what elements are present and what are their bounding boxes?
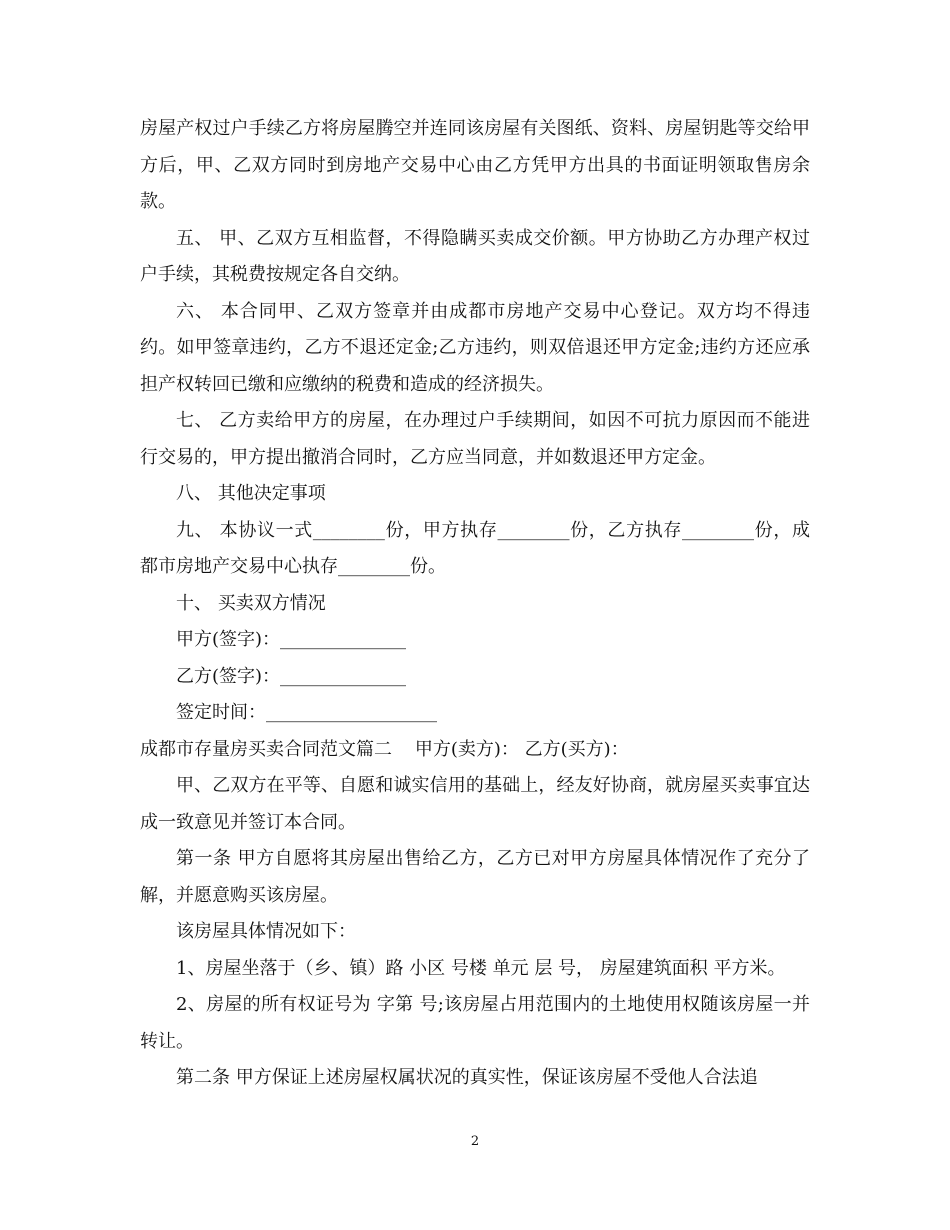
article-one: 第一条 甲方自愿将其房屋出售给乙方，乙方已对甲方房屋具体情况作了充分了解，并愿意购买该房屋。 bbox=[140, 848, 810, 906]
property-details-heading: 该房屋具体情况如下： bbox=[176, 921, 356, 942]
document-body bbox=[140, 111, 810, 1097]
article-two: 第二条 甲方保证上述房屋权属状况的真实性，保证该房屋不受他人合法追 bbox=[176, 1067, 758, 1088]
clause-six: 六、 本合同甲、乙双方签章并由成都市房地产交易中心登记。双方均不得违约。如甲签章违约，乙方不退还定金;乙方违约，则双倍退还甲方定金;违约方还应承担产权转回已缴和应缴纳的税费和造成的经济损失。 bbox=[140, 300, 810, 395]
property-item-certificate: 2、房屋的所有权证号为 字第 号;该房屋占用范围内的土地使用权随该房屋一并转让。 bbox=[140, 994, 810, 1052]
paragraph-continuation: 房屋产权过户手续乙方将房屋腾空并连同该房屋有关图纸、资料、房屋钥匙等交给甲方后，甲、乙双方同时到房地产交易中心由乙方凭甲方出具的书面证明领取售房余款。 bbox=[140, 118, 810, 212]
party-b-signature-line: 乙方(签字)：______________ bbox=[176, 665, 407, 687]
property-item-location: 1、房屋坐落于（乡、镇）路 小区 号楼 单元 层 号， 房屋建筑面积 平方米。 bbox=[176, 957, 786, 979]
section-title-two: 成都市存量房买卖合同范文篇二 甲方(卖方)： 乙方(买方)： bbox=[140, 738, 629, 760]
party-a-signature-line: 甲方(签字)：______________ bbox=[176, 629, 407, 650]
clause-five: 五、 甲、乙双方互相监督，不得隐瞒买卖成交价额。甲方协助乙方办理产权过户手续，其税费按规定各自交纳。 bbox=[140, 227, 810, 285]
page-number: 2 bbox=[470, 1134, 480, 1149]
contract-intro: 甲、乙双方在平等、自愿和诚实信用的基础上，经友好协商，就房屋买卖事宜达成一致意见并签订本合同。 bbox=[140, 775, 810, 833]
clause-ten: 十、 买卖双方情况 bbox=[176, 592, 326, 614]
clause-eight: 八、 其他决定事项 bbox=[176, 483, 326, 504]
clause-nine: 九、 本协议一式________份，甲方执存________份，乙方执存________份，成都市房地产交易中心执存________份。 bbox=[140, 519, 810, 577]
clause-seven: 七、 乙方卖给甲方的房屋，在办理过户手续期间，如因不可抗力原因而不能进行交易的，甲方提出撤消合同时，乙方应当同意，并如数退还甲方定金。 bbox=[140, 410, 810, 468]
signing-date-line: 签定时间：___________________ bbox=[176, 702, 437, 723]
